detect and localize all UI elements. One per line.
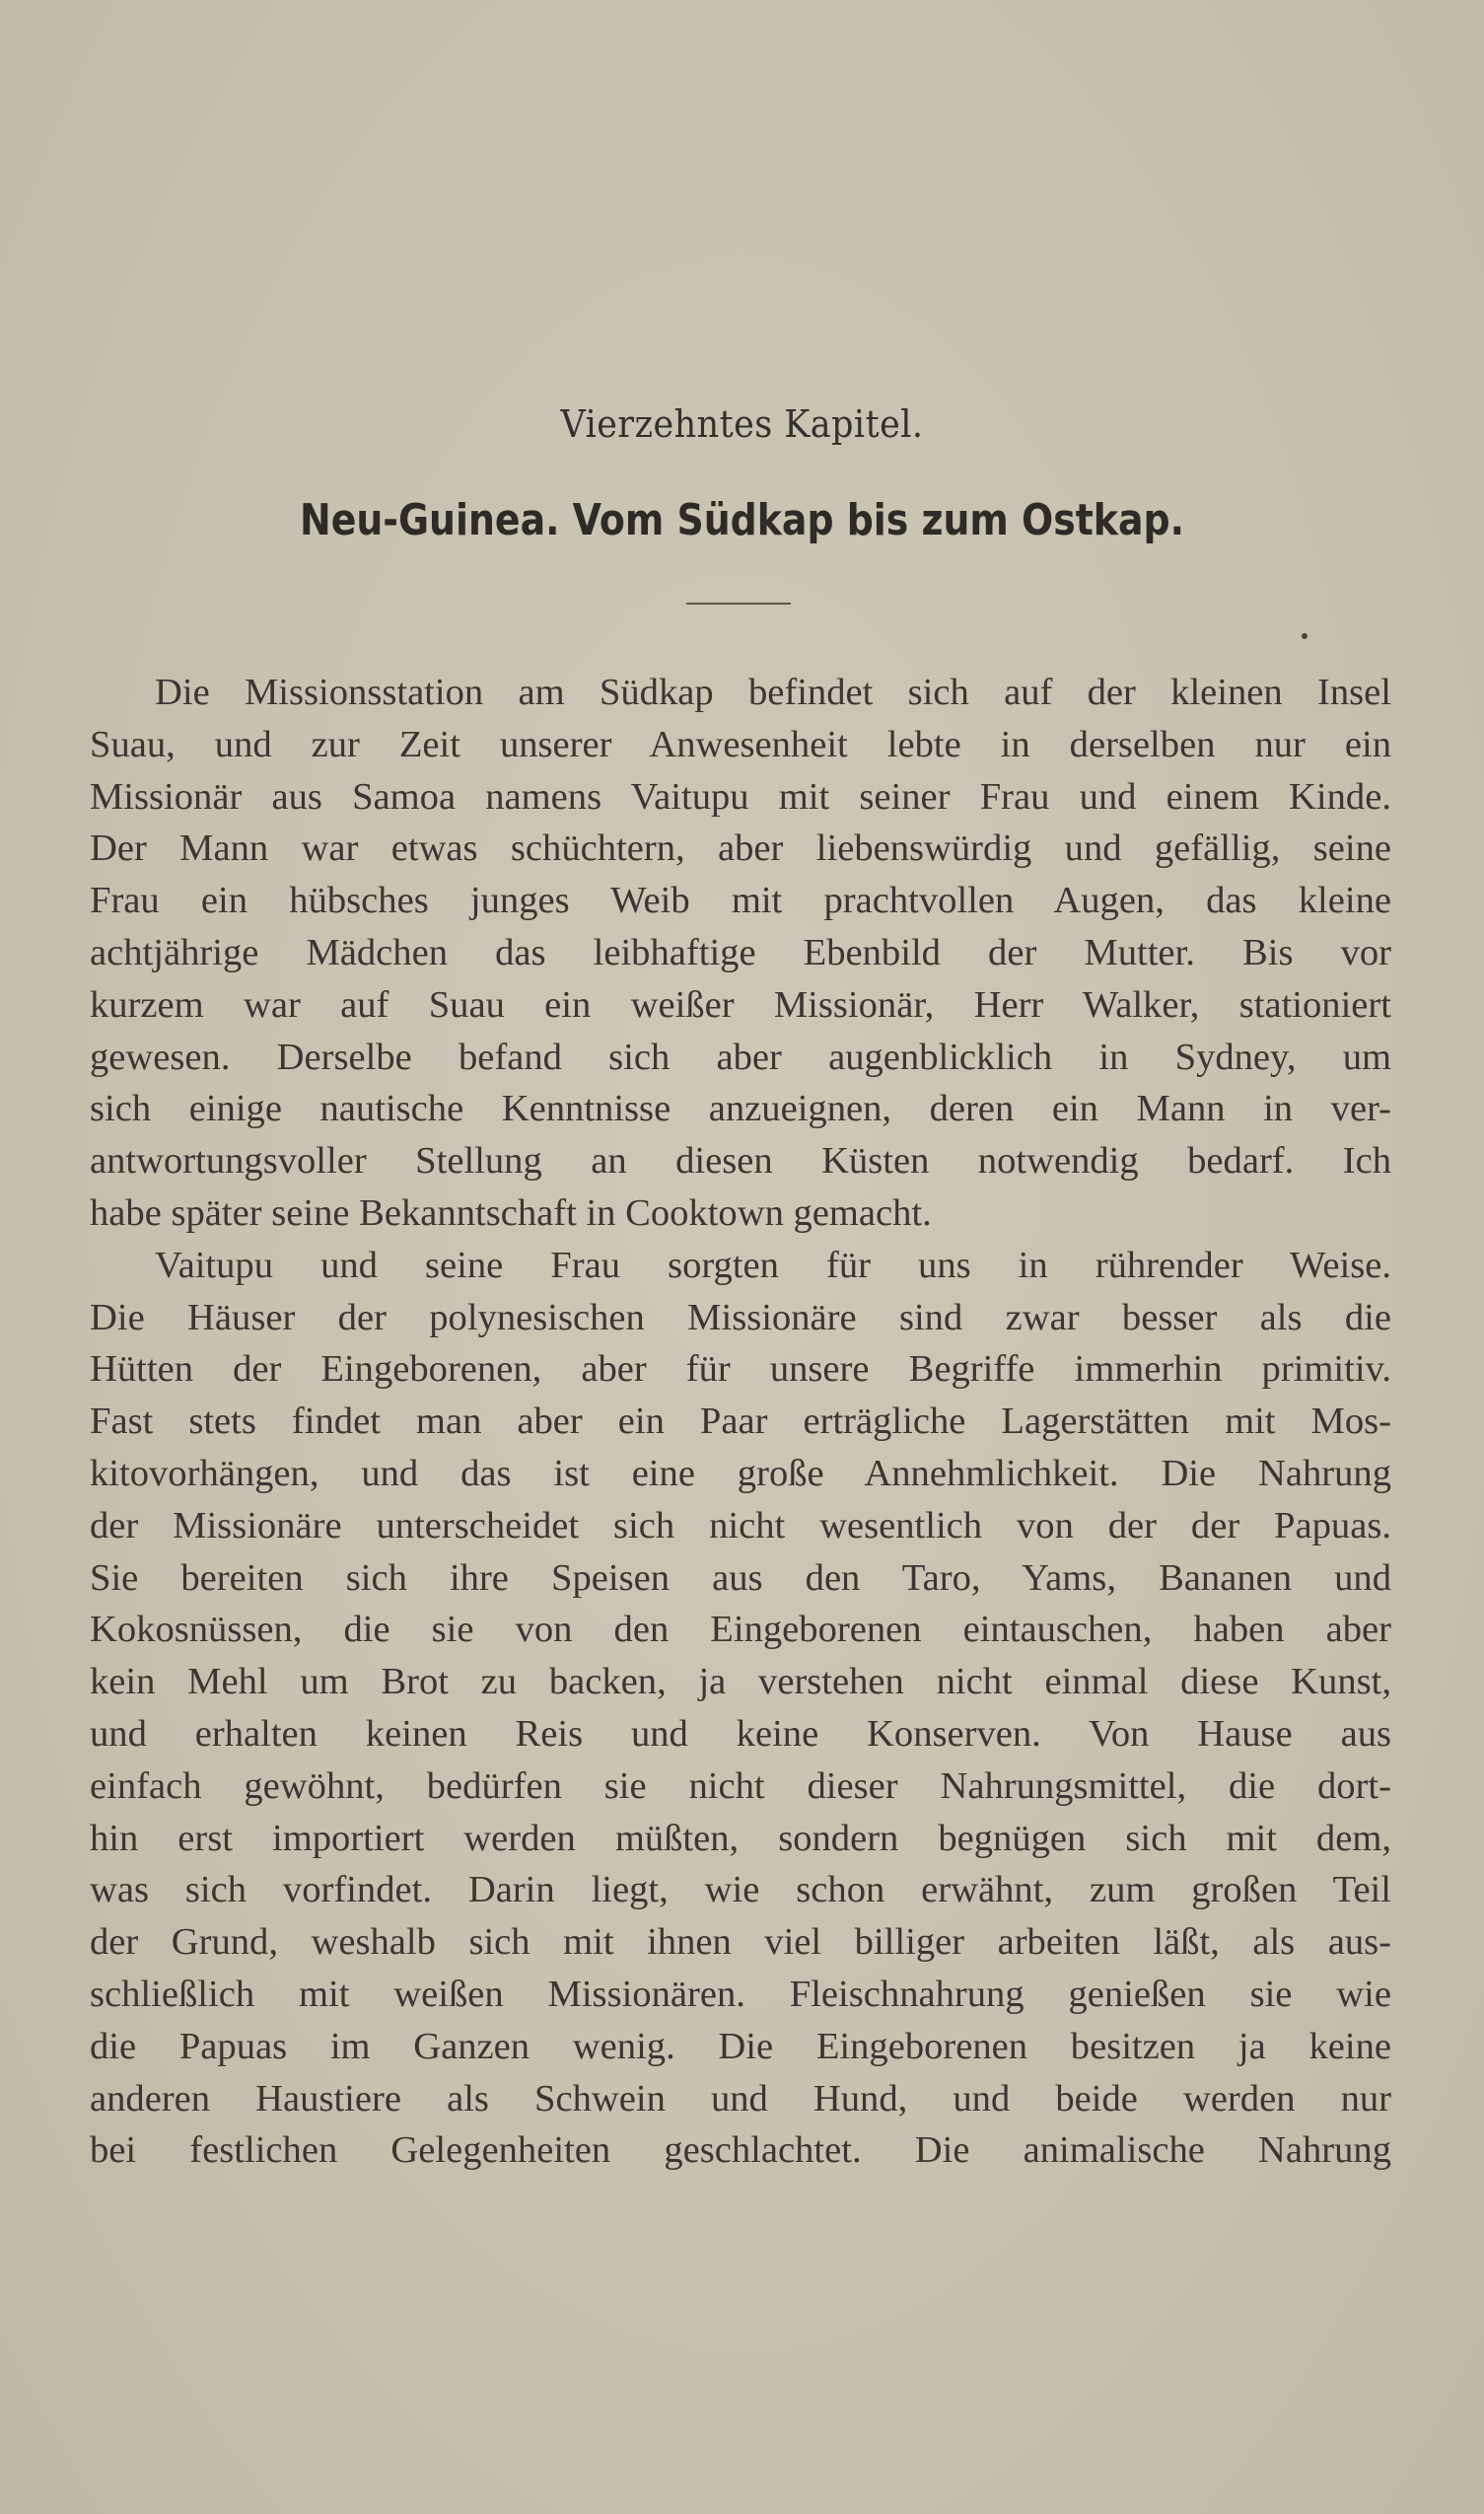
ink-speck xyxy=(1302,633,1307,639)
text-line: und erhalten keinen Reis und keine Konserven. Von Hause aus xyxy=(90,1712,1391,1755)
text-line: der Missionäre unterscheidet sich nicht wesentlich von der der Papuas. xyxy=(90,1504,1391,1546)
text-line: kitovorhängen, und das ist eine große Annehmlichkeit. Die Nahrung xyxy=(90,1452,1391,1494)
text-line: einfach gewöhnt, bedürfen sie nicht dieser Nahrungsmittel, die dort- xyxy=(90,1764,1391,1807)
text-line: Hütten der Eingeborenen, aber für unsere Begriffe immerhin primitiv. xyxy=(90,1348,1391,1391)
text-line: antwortungsvoller Stellung an diesen Küsten notwendig bedarf. Ich xyxy=(90,1140,1391,1183)
text-line: Vaitupu und seine Frau sorgten für uns in rührender Weise. xyxy=(155,1244,1391,1286)
title-separator-rule xyxy=(686,603,791,605)
text-line: Die Missionsstation am Südkap befindet sich auf der kleinen Insel xyxy=(155,672,1391,713)
text-line: was sich vorfindet. Darin liegt, wie schon erwähnt, zum großen Teil xyxy=(90,1869,1391,1911)
text-line: sich einige nautische Kenntnisse anzueignen, deren ein Mann in ver- xyxy=(90,1088,1391,1130)
text-line: schließlich mit weißen Missionären. Fleischnahrung genießen sie wie xyxy=(90,1973,1391,2015)
text-line: Frau ein hübsches junges Weib mit prachtvollen Augen, das kleine xyxy=(90,880,1391,922)
text-line: Fast stets findet man aber ein Paar erträgliche Lagerstätten mit Mos- xyxy=(90,1401,1391,1443)
body-text xyxy=(90,667,1391,2177)
text-line: Der Mann war etwas schüchtern, aber liebenswürdig und gefällig, seine xyxy=(90,827,1391,870)
text-line: Die Häuser der polynesischen Missionäre sind zwar besser als die xyxy=(90,1296,1391,1338)
text-line: der Grund, weshalb sich mit ihnen viel billiger arbeiten läßt, als aus- xyxy=(90,1921,1391,1964)
text-line: Sie bereiten sich ihre Speisen aus den Taro, Yams, Bananen und xyxy=(90,1556,1391,1599)
text-line: Missionär aus Samoa namens Vaitupu mit seiner Frau und einem Kinde. xyxy=(90,775,1391,818)
text-line: achtjährige Mädchen das leibhaftige Ebenbild der Mutter. Bis vor xyxy=(90,931,1391,973)
text-line: gewesen. Derselbe befand sich aber augenblicklich in Sydney, um xyxy=(90,1036,1391,1078)
text-line: Suau, und zur Zeit unserer Anwesenheit lebte in derselben nur ein xyxy=(90,723,1391,765)
chapter-title: Neu-Guinea. Vom Südkap bis zum Ostkap. xyxy=(300,495,1184,545)
text-line: bei festlichen Gelegenheiten geschlachtet. Die animalische Nahrung xyxy=(90,2129,1391,2172)
text-line: habe später seine Bekanntschaft in Cooktown gemacht. xyxy=(90,1191,932,1234)
text-line: kein Mehl um Brot zu backen, ja verstehen nicht einmal diese Kunst, xyxy=(90,1661,1391,1703)
text-line: die Papuas im Ganzen wenig. Die Eingeborenen besitzen ja keine xyxy=(90,2025,1391,2067)
text-line: hin erst importiert werden müßten, sondern begnügen sich mit dem, xyxy=(90,1817,1391,1859)
text-line: Kokosnüssen, die sie von den Eingeborenen eintauschen, haben aber xyxy=(90,1609,1391,1651)
text-line: anderen Haustiere als Schwein und Hund, und beide werden nur xyxy=(90,2077,1391,2119)
text-line: kurzem war auf Suau ein weißer Missionär, Herr Walker, stationiert xyxy=(90,983,1391,1026)
chapter-number-heading: Vierzehntes Kapitel. xyxy=(560,402,924,446)
